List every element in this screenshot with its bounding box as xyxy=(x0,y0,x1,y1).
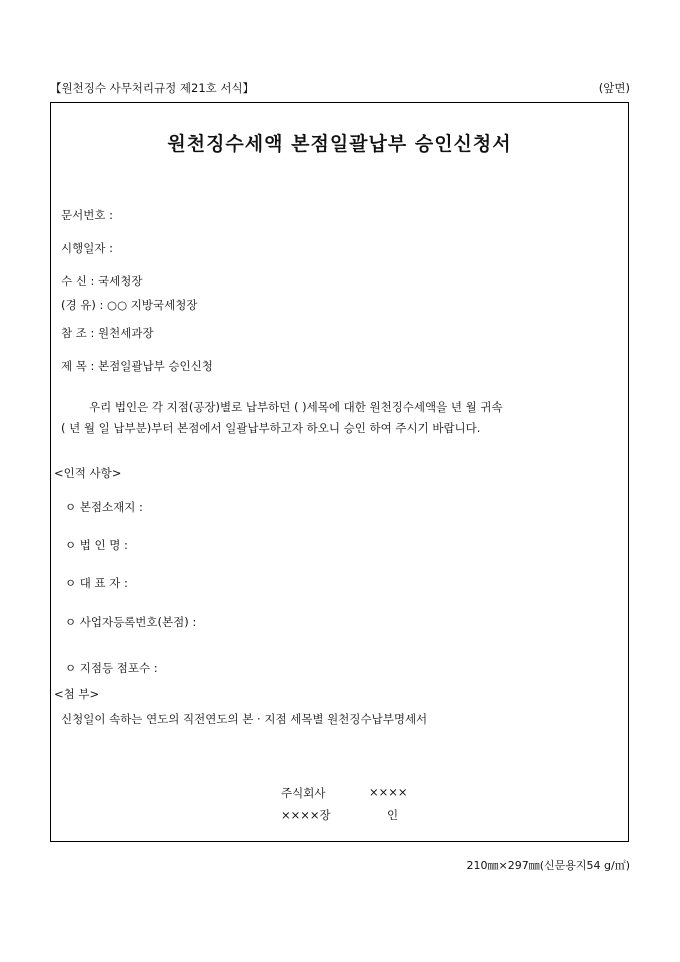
document-title: 원천징수세액 본점일괄납부 승인신청서 xyxy=(167,133,512,155)
company-label: 주식회사 xyxy=(281,786,326,800)
page-side-label: (앞면) xyxy=(598,81,630,95)
ceo-label: ××××장 xyxy=(281,808,331,822)
recipient-field: 수 신 : 국세청장 xyxy=(61,274,143,288)
request-body-line-2: ( 년 월 일 납부분)부터 본점에서 일괄납부하고자 하오니 승인 하여 주시기 바랍니다. xyxy=(61,421,481,435)
branch-count-field: ㅇ 지점등 점포수 : xyxy=(65,661,158,675)
doc-number-field: 문서번호 : xyxy=(61,208,113,222)
company-name: ×××× xyxy=(369,785,408,799)
hq-address-field: ㅇ 본점소재지 : xyxy=(65,500,143,514)
subject-field: 제 목 : 본점일괄납부 승인신청 xyxy=(61,359,213,373)
form-label: 【원천징수 사무처리규정 제21호 서식】 xyxy=(50,81,255,95)
attachment-text: 신청일이 속하는 연도의 직전연도의 본 · 지점 세목별 원천징수납부명세서 xyxy=(61,712,428,726)
date-field: 시행일자 : xyxy=(61,241,113,255)
via-field: (경 유) : ○○ 지방국세청장 xyxy=(61,298,198,312)
paper-spec: 210㎜×297㎜(신문용지54 g/㎡) xyxy=(466,859,630,872)
request-body-line-1: 우리 법인은 각 지점(공장)별로 납부하던 ( )세목에 대한 원천징수세액을 년 월 귀속 xyxy=(89,400,503,414)
attachment-heading: <첨 부> xyxy=(54,687,100,701)
corporation-name-field: ㅇ 법 인 명 : xyxy=(65,538,128,552)
reference-field: 참 조 : 원천세과장 xyxy=(61,326,154,340)
business-number-field: ㅇ 사업자등록번호(본점) : xyxy=(65,615,197,629)
representative-field: ㅇ 대 표 자 : xyxy=(65,576,128,590)
request-body xyxy=(61,397,621,439)
personal-info-heading: <인적 사항> xyxy=(54,466,122,480)
application-form xyxy=(50,102,629,842)
seal-mark: 인 xyxy=(387,808,399,822)
